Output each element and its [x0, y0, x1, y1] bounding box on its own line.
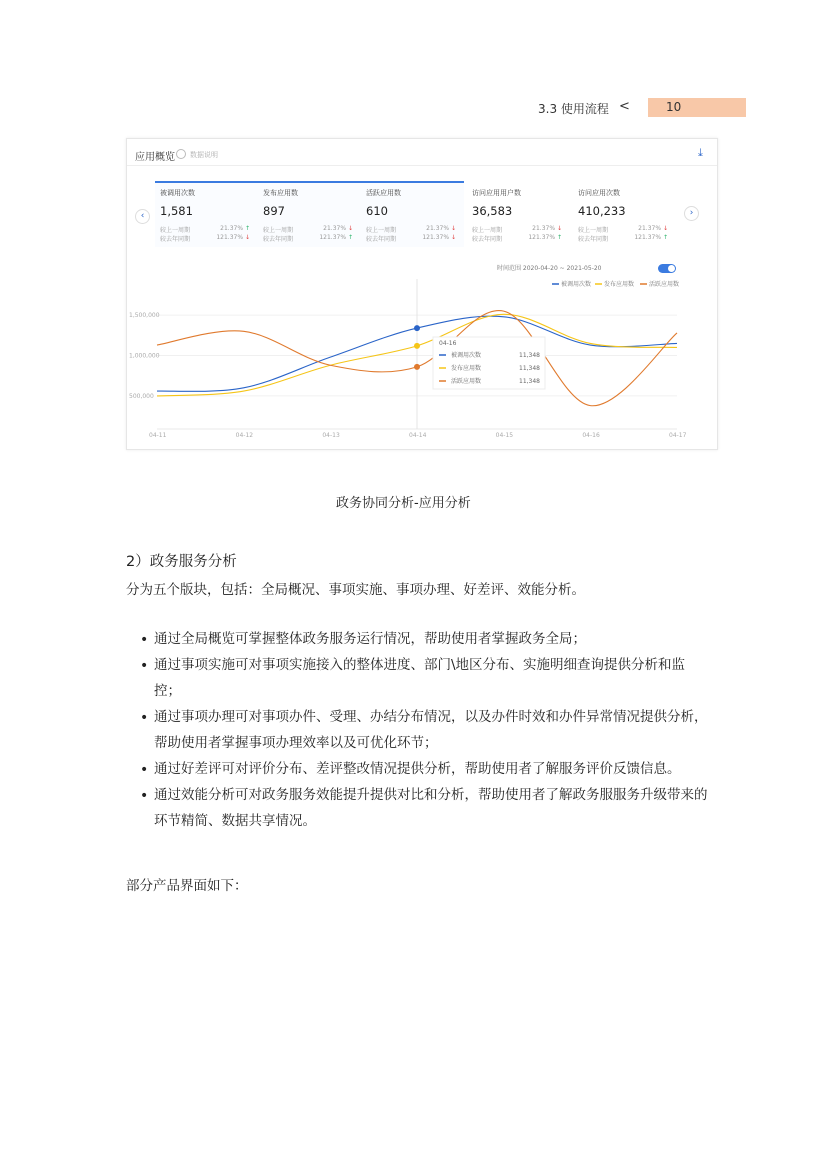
x-tick-label: 04-15 [495, 432, 514, 439]
trend-arrow-icon: ↑ [244, 225, 250, 232]
tooltip-series-value: 11,348 [519, 352, 540, 359]
next-arrow-icon[interactable]: › [684, 206, 699, 221]
figure-caption: 政务协同分析-应用分析 [336, 496, 471, 511]
section-heading: 2）政务服务分析 [126, 554, 237, 570]
kpi-label: 发布应用数 [263, 189, 298, 197]
kpi-compare-value: 121.37% ↑ [634, 234, 668, 241]
line-chart [127, 139, 717, 449]
closing-paragraph: 部分产品界面如下： [126, 878, 248, 894]
page-number: 10 [666, 100, 682, 114]
y-tick-label: 1,500,000 [129, 312, 160, 320]
trend-arrow-icon: ↓ [347, 225, 353, 232]
feature-bullet-list [140, 626, 710, 834]
kpi-compare-value: 121.37% ↑ [319, 234, 353, 241]
y-tick-label: 1,000,000 [129, 352, 160, 360]
x-tick-label: 04-16 [582, 432, 600, 439]
kpi-compare-label: 较上一周期 [160, 227, 191, 234]
tooltip-series-value: 11,348 [519, 378, 540, 385]
kpi-value: 897 [263, 204, 285, 218]
kpi-label: 被调用次数 [160, 189, 195, 197]
x-tick-label: 04-12 [235, 432, 254, 439]
trend-arrow-icon: ↓ [450, 225, 456, 232]
kpi-compare-value: 21.37% ↓ [638, 225, 668, 232]
kpi-label: 访问应用次数 [578, 189, 620, 197]
tooltip-series-value: 11,348 [519, 365, 540, 372]
kpi-label: 访问应用用户数 [472, 189, 521, 197]
trend-arrow-icon: ↑ [662, 234, 668, 241]
bullet-item: • 通过好差评可对评价分布、差评整改情况提供分析，帮助使用者了解服务评价反馈信息。 [140, 756, 710, 782]
chart-grid [129, 312, 687, 439]
date-range[interactable]: 时间范围 2020-04-20 ~ 2021-05-20 [497, 265, 602, 272]
kpi-compare-value: 21.37% ↓ [426, 225, 456, 232]
kpi-label: 活跃应用数 [366, 189, 401, 197]
page-number-box [648, 98, 746, 117]
x-tick-label: 04-14 [409, 432, 427, 439]
tooltip-series-name: 发布应用数 [451, 365, 482, 372]
x-tick-label: 04-13 [322, 432, 340, 439]
legend-label: 活跃应用数 [649, 281, 680, 288]
intro-paragraph: 分为五个版块，包括：全局概况、事项实施、事项办理、好差评、效能分析。 [126, 582, 585, 598]
kpi-compare-label: 较上一周期 [578, 227, 609, 234]
kpi-value: 1,581 [160, 204, 193, 218]
tooltip-series-name: 被调用次数 [451, 352, 482, 359]
bullet-item: • 通过事项实施可对事项实施接入的整体进度、部门\地区分布、实施明细查询提供分析和监控； [140, 652, 710, 704]
kpi-compare-value: 121.37% ↓ [422, 234, 456, 241]
kpi-value: 410,233 [578, 204, 626, 218]
trend-arrow-icon: ↑ [347, 234, 353, 241]
x-tick-label: 04-17 [669, 432, 687, 439]
trend-arrow-icon: ↑ [556, 234, 562, 241]
tooltip-series-name: 活跃应用数 [451, 378, 482, 385]
app-overview-screenshot [126, 138, 718, 450]
kpi-compare-label: 较上一周期 [366, 227, 397, 234]
trend-arrow-icon: ↓ [450, 234, 456, 241]
kpi-value: 36,583 [472, 204, 513, 218]
bullet-item: • 通过事项办理可对事项办件、受理、办结分布情况，以及办件时效和办件异常情况提供分析，帮助使用者掌握事项办理效率以及可优化环节； [140, 704, 710, 756]
hover-marker [414, 325, 420, 331]
kpi-compare-value: 21.37% ↓ [323, 225, 353, 232]
kpi-compare-label: 较去年同期 [263, 236, 294, 243]
x-tick-label: 04-11 [149, 432, 167, 439]
hover-marker [414, 343, 420, 349]
trend-arrow-icon: ↓ [662, 225, 668, 232]
kpi-compare-value: 121.37% ↓ [216, 234, 250, 241]
chart-legend [552, 280, 679, 288]
kpi-compare-label: 较上一周期 [472, 227, 503, 234]
kpi-compare-value: 21.37% ↑ [220, 225, 250, 232]
legend-label: 发布应用数 [604, 281, 635, 288]
kpi-compare-label: 较去年同期 [366, 236, 397, 243]
bullet-item: • 通过效能分析可对政务服务效能提升提供对比和分析，帮助使用者了解政务服服务升级带来的环节精简、数据共享情况。 [140, 782, 710, 834]
panel-subtitle: 数据说明 [190, 151, 218, 159]
kpi-compare-label: 较去年同期 [160, 236, 191, 243]
prev-arrow-icon[interactable]: ‹ [135, 209, 150, 224]
trend-arrow-icon: ↓ [244, 234, 250, 241]
chevron-left-icon: < [619, 99, 630, 114]
legend-label: 被调用次数 [561, 281, 592, 288]
y-tick-label: 500,000 [129, 392, 154, 400]
kpi-compare-label: 较去年同期 [578, 236, 609, 243]
kpi-compare-label: 较上一周期 [263, 227, 294, 234]
panel-title: 应用概览 [135, 152, 175, 163]
bullet-item: • 通过全局概览可掌握整体政务服务运行情况，帮助使用者掌握政务全局； [140, 626, 710, 652]
kpi-compare-value: 21.37% ↓ [532, 225, 562, 232]
trend-arrow-icon: ↓ [556, 225, 562, 232]
kpi-value: 610 [366, 204, 388, 218]
chart-tooltip [414, 279, 545, 429]
tooltip-date: 04-16 [439, 340, 457, 347]
hover-marker [414, 364, 420, 370]
kpi-compare-value: 121.37% ↑ [528, 234, 562, 241]
download-icon[interactable]: ⤓ [698, 146, 703, 159]
header-section-title: 3.3 使用流程 [538, 102, 609, 116]
kpi-compare-label: 较去年同期 [472, 236, 503, 243]
